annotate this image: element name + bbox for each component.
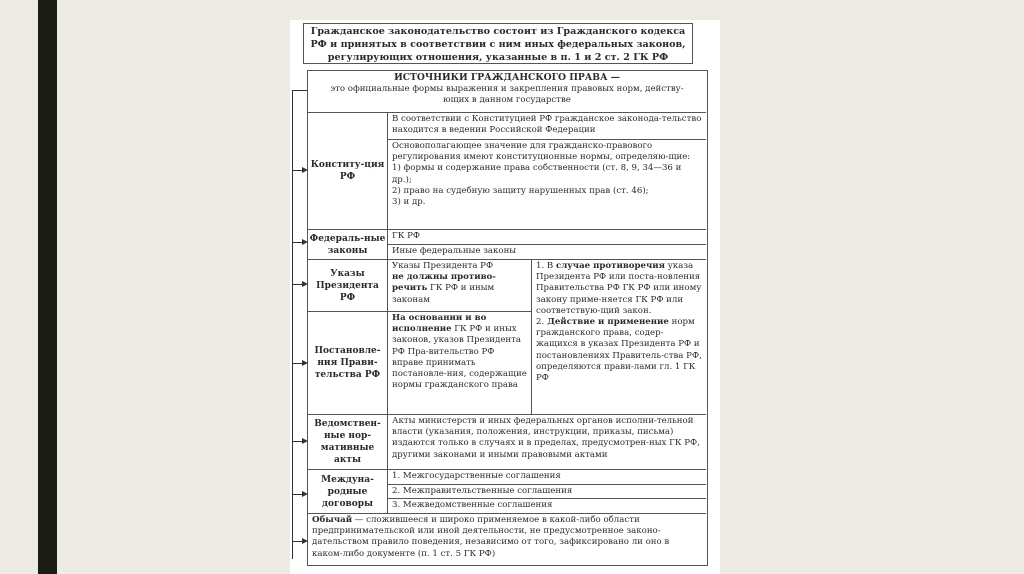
constitution-intro: Основополагающее значение для гражданско-правового регулирования имеют конституционные нормы, определяю-щие:	[392, 141, 691, 163]
slide-side-bar	[38, 0, 57, 574]
sources-table	[307, 70, 708, 566]
header-title: ИСТОЧНИКИ ГРАЖДАНСКОГО ПРАВА —	[394, 72, 620, 83]
bracket-line	[292, 90, 293, 559]
text-part: норм гражданского права, содер-жащихся в указах Президента РФ и постановлениях Правитель-ства РФ, определяются прави-лами гл. 1 ГК РФ	[536, 317, 702, 384]
arrow-icon	[292, 363, 306, 364]
label-text: Конститу-ция РФ	[310, 160, 385, 182]
text-bold: не должны противо-речить	[392, 272, 496, 294]
constitution-text-1: В соответствии с Конституцией РФ гражданское законода-тельство находится в ведении Российской Федерации	[387, 112, 706, 139]
row-label-constitution	[308, 112, 387, 229]
row-label-federal-laws	[308, 229, 387, 259]
text-part: В	[544, 261, 556, 271]
departmental-acts-text: Акты министерств и иных федеральных органов исполни-тельной власти (указания, положения, инструкции, приказы, письма) издаются только в случаях и в пределах, предусмотрен-ных ГК РФ, другими законами и иными правовыми актами	[387, 414, 706, 469]
intro-box	[303, 23, 693, 64]
text-part: Указы Президента РФ	[392, 261, 494, 271]
arrow-icon	[292, 284, 306, 285]
text-part: ГК РФ и иных законов, указов Президента РФ Пра-вительство РФ вправе принимать постановле-ния, содержащие нормы гражданского права	[392, 324, 527, 391]
constitution-item: 3) и др.	[392, 197, 426, 208]
arrow-icon	[292, 494, 306, 495]
government-resolutions-text	[387, 311, 531, 414]
text-part: ГК РФ и иным законам	[392, 283, 495, 305]
federal-law-item: Иные федеральные законы	[387, 244, 706, 259]
arrow-icon	[292, 541, 306, 542]
document-page	[290, 20, 720, 574]
text-part: — сложившееся и широко применяемое в какой-либо области предпринимательской или иной деятельности, не предусмотренное законо-дательством правило поведения, независимо от того, зафиксировано ли оно в каком-либо документе (п. 1 ст. 5 ГК РФ)	[312, 515, 670, 559]
text-bold: случае противоречия	[555, 261, 666, 271]
header-definition-2: ющих в данном государстве	[443, 95, 571, 105]
item-number: 1.	[536, 261, 545, 271]
constitution-text-2	[387, 139, 706, 229]
label-text: Постановле-ния Прави-тельства РФ	[314, 346, 381, 380]
label-text: Федераль-ные законы	[309, 233, 386, 256]
treaty-item: 1. Межгосударственные соглашения	[387, 469, 706, 484]
treaty-item: 2. Межправительственные соглашения	[387, 484, 706, 498]
label-text: Ведомствен-ные нор-мативные акты	[314, 419, 381, 465]
text-part: указа Президента РФ или поста-новления Правительства РФ ГК РФ или иному закону приме-няется ГК РФ или соответствую-щий закон.	[536, 261, 702, 316]
item-number: 2.	[536, 317, 545, 328]
table-header	[308, 71, 706, 112]
custom-definition	[308, 513, 706, 564]
row-label-government-resolutions	[308, 311, 387, 414]
conflict-rules	[531, 259, 706, 414]
intro-text: Гражданское законодательство состоит из Гражданского кодекса РФ и принятых в соответствии с ним иных федеральных законов, регулирующих отношения, указанные в п. 1 и 2 ст. 2 ГК РФ	[310, 26, 686, 63]
arrow-icon	[292, 242, 306, 243]
row-label-presidential-decrees	[308, 259, 387, 311]
arrow-icon	[292, 170, 306, 171]
arrow-icon	[292, 441, 306, 442]
row-label-international-treaties	[308, 469, 387, 513]
text-bold: Обычай	[312, 515, 353, 525]
constitution-item: 2) право на судебную защиту нарушенных прав (ст. 46);	[392, 185, 649, 196]
text-bold: Действие и применение	[544, 317, 669, 328]
header-definition-1: это официальные формы выражения и закрепления правовых норм, действу-	[330, 83, 684, 94]
presidential-decrees-text	[387, 259, 531, 311]
label-text: Указы Президента РФ	[316, 268, 379, 303]
text-bold: На основании и во исполнение	[392, 313, 487, 335]
federal-law-item: ГК РФ	[387, 229, 706, 244]
constitution-item: 1) формы и содержание права собственности (ст. 8, 9, 34—36 и др.);	[392, 163, 682, 185]
bracket-top	[292, 90, 307, 91]
treaty-item: 3. Межведомственные соглашения	[387, 498, 706, 513]
row-label-departmental-acts	[308, 414, 387, 469]
label-text: Междуна-родные договоры	[321, 474, 374, 509]
